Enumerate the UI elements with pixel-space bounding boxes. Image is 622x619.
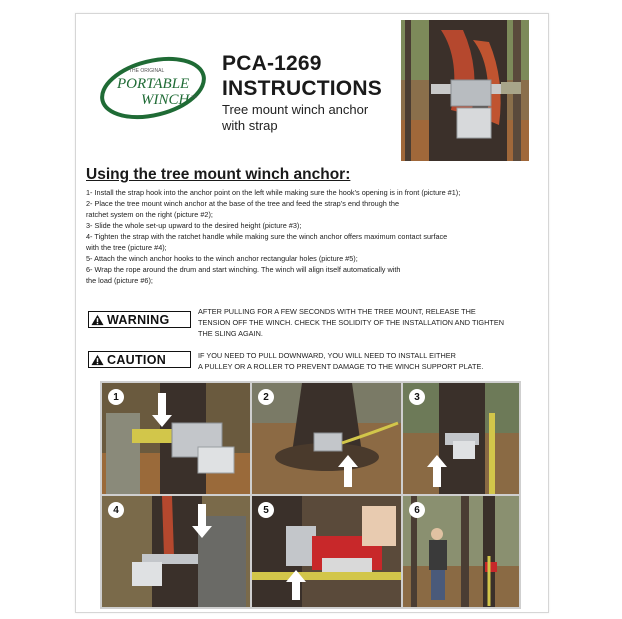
warning-label: WARNING — [107, 312, 170, 327]
step-line: the load (picture #6); — [86, 276, 153, 285]
step-line: 3- Slide the whole set-up upward to the desired height (picture #3); — [86, 221, 302, 230]
caution-label: CAUTION — [107, 352, 167, 367]
section-title: Using the tree mount winch anchor: — [86, 166, 351, 183]
warning-line: THE SLING AGAIN. — [198, 329, 263, 338]
caution-line: IF YOU NEED TO PULL DOWNWARD, YOU WILL NEED TO INSTALL EITHER — [198, 351, 456, 360]
subtitle-line-2: with strap — [222, 118, 278, 133]
warning-line: AFTER PULLING FOR A FEW SECONDS WITH THE TREE MOUNT, RELEASE THE — [198, 307, 476, 316]
step-line: 6- Wrap the rope around the drum and start winching. The winch will align itself automatically with — [86, 265, 401, 274]
picture-number: 2 — [258, 389, 274, 405]
step-line: with the tree (picture #4); — [86, 243, 167, 252]
instruction-photo-grid — [100, 381, 521, 609]
step-line: ratchet system on the right (picture #2); — [86, 210, 213, 219]
picture-6 — [403, 496, 519, 607]
steps-list — [86, 187, 548, 286]
caution-line: A PULLEY OR A ROLLER TO PREVENT DAMAGE TO THE WINCH SUPPORT PLATE. — [198, 362, 484, 371]
subtitle-line-1: Tree mount winch anchor — [222, 102, 369, 117]
step-line: 2- Place the tree mount winch anchor at the base of the tree and feed the strap’s end through the — [86, 199, 400, 208]
picture-number: 4 — [108, 502, 124, 518]
picture-5 — [252, 496, 401, 607]
warning-text — [198, 306, 548, 339]
picture-number: 1 — [108, 389, 124, 405]
instruction-sheet — [75, 13, 549, 613]
logo-trademark: TM — [191, 94, 197, 99]
picture-number: 3 — [409, 389, 425, 405]
picture-1 — [102, 383, 250, 494]
caution-badge — [88, 351, 191, 368]
logo-tagline: THE ORIGINAL — [129, 68, 165, 74]
step-line: 4- Tighten the strap with the ratchet handle while making sure the winch anchor offers maximum contact surface — [86, 232, 448, 241]
product-code: PCA-1269 — [222, 52, 322, 75]
hero-photo — [401, 20, 529, 161]
step-line: 5- Attach the winch anchor hooks to the winch anchor rectangular holes (picture #5); — [86, 254, 358, 263]
picture-number: 5 — [258, 502, 274, 518]
caution-text — [198, 350, 548, 372]
picture-4 — [102, 496, 250, 607]
picture-2 — [252, 383, 401, 494]
picture-3 — [403, 383, 519, 494]
portable-winch-logo — [95, 50, 211, 128]
logo-word-portable: PORTABLE — [117, 76, 190, 92]
picture-number: 6 — [409, 502, 425, 518]
warning-line: TENSION OFF THE WINCH. CHECK THE SOLIDITY OF THE INSTALLATION AND TIGHTEN — [198, 318, 504, 327]
caution-triangle-icon — [91, 354, 104, 366]
step-line: 1- Install the strap hook into the anchor point on the left while making sure the hook’s opening is in front (picture #1); — [86, 188, 461, 197]
logo-word-winch: WINCH — [141, 92, 190, 108]
warning-badge — [88, 311, 191, 328]
warning-triangle-icon — [91, 314, 104, 326]
instructions-heading: INSTRUCTIONS — [222, 77, 382, 100]
